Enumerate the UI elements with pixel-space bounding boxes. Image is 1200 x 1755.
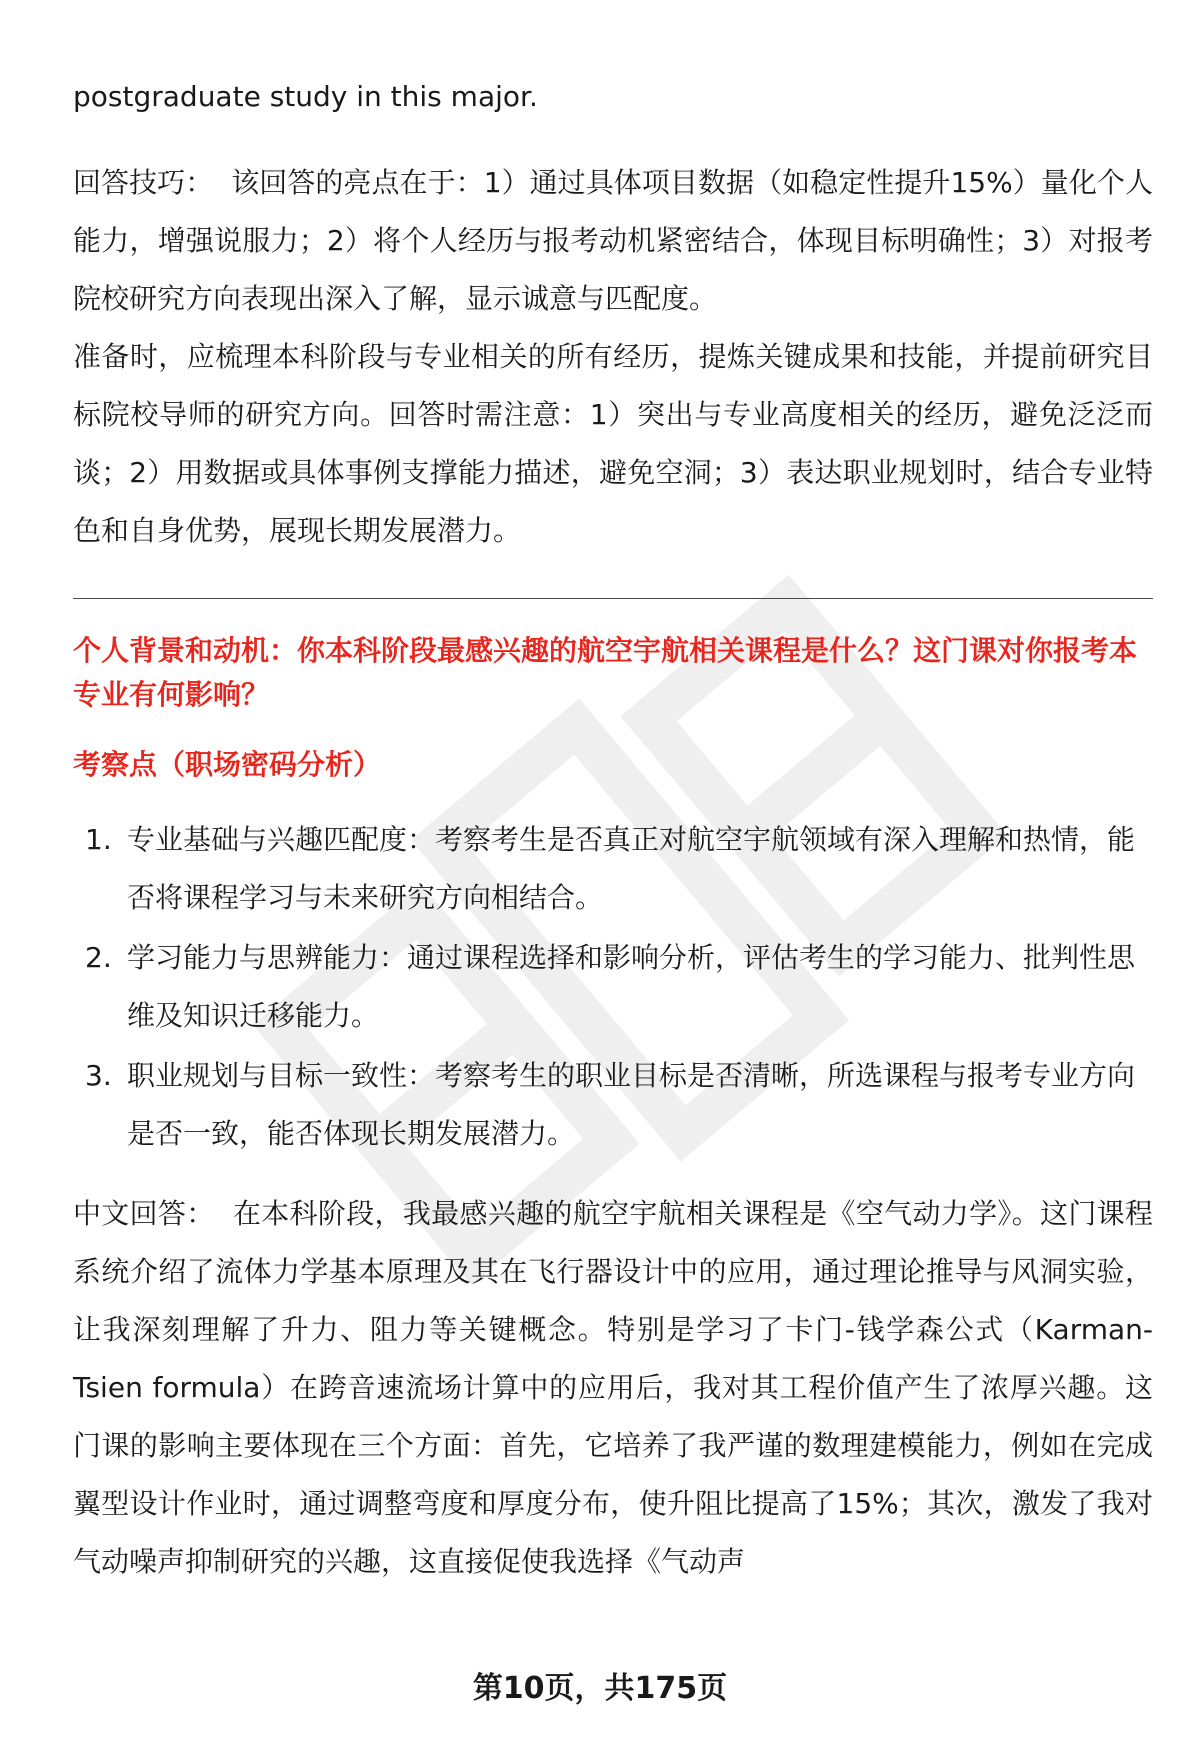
tips-label: 回答技巧：: [73, 166, 214, 199]
list-item-number: 1.: [85, 823, 112, 856]
question-heading: 个人背景和动机：你本科阶段最感兴趣的航空宇航相关课程是什么？这门课对你报考本专业有何影响？: [73, 634, 1138, 711]
prep-paragraph: 准备时，应梳理本科阶段与专业相关的所有经历，提炼关键成果和技能，并提前研究目标院校导师的研究方向。回答时需注意：1）突出与专业高度相关的经历，避免泛泛而谈；2）用数据或具体事例支撑能力描述，避免空洞；3）表达职业规划时，结合专业特色和自身优势，展现长期发展潜力。: [73, 340, 1153, 547]
list-item: [73, 811, 1153, 927]
page-number-footer: 第10页，共175页: [472, 1671, 728, 1706]
main-content: [73, 68, 1153, 1591]
assessment-subheading: 考察点（职场密码分析）: [73, 748, 382, 781]
list-item-text: 学习能力与思辨能力：通过课程选择和影响分析，评估考生的学习能力、批判性思维及知识迁移能力。: [127, 941, 1136, 1032]
top-fragment: postgraduate study in this major.: [73, 80, 538, 113]
list-item: [73, 1047, 1153, 1163]
list-item-number: 3.: [85, 1059, 112, 1092]
section-divider: [73, 598, 1153, 599]
tips-paragraph: [73, 154, 1153, 328]
list-item-text: 专业基础与兴趣匹配度：考察考生是否真正对航空宇航领域有深入理解和热情，能否将课程学习与未来研究方向相结合。: [127, 823, 1136, 914]
list-item-number: 2.: [85, 941, 112, 974]
list-item-text: 职业规划与目标一致性：考察考生的职业目标是否清晰，所选课程与报考专业方向是否一致，能否体现长期发展潜力。: [127, 1059, 1136, 1150]
answer-text: 在本科阶段，我最感兴趣的航空宇航相关课程是《空气动力学》。这门课程系统介绍了流体力学基本原理及其在飞行器设计中的应用，通过理论推导与风洞实验，让我深刻理解了升力、阻力等关键概念。特别是学习了卡门-钱学森公式（Karman-Tsien formula）在跨音速流场计算中的应用后，我对其工程价值产生了浓厚兴趣。这门课的影响主要体现在三个方面：首先，它培养了我严谨的数理建模能力，例如在完成翼型设计作业时，通过调整弯度和厚度分布，使升阻比提高了15%；其次，激发了我对气动噪声抑制研究的兴趣，这直接促使我选择《气动声: [73, 1197, 1153, 1578]
tips-text: 该回答的亮点在于：1）通过具体项目数据（如稳定性提升15%）量化个人能力，增强说服力；2）将个人经历与报考动机紧密结合，体现目标明确性；3）对报考院校研究方向表现出深入了解，显示诚意与匹配度。: [73, 166, 1153, 315]
answer-paragraph: [73, 1185, 1153, 1591]
assessment-points: [73, 811, 1153, 1163]
list-item: [73, 929, 1153, 1045]
answer-label: 中文回答：: [73, 1197, 215, 1230]
